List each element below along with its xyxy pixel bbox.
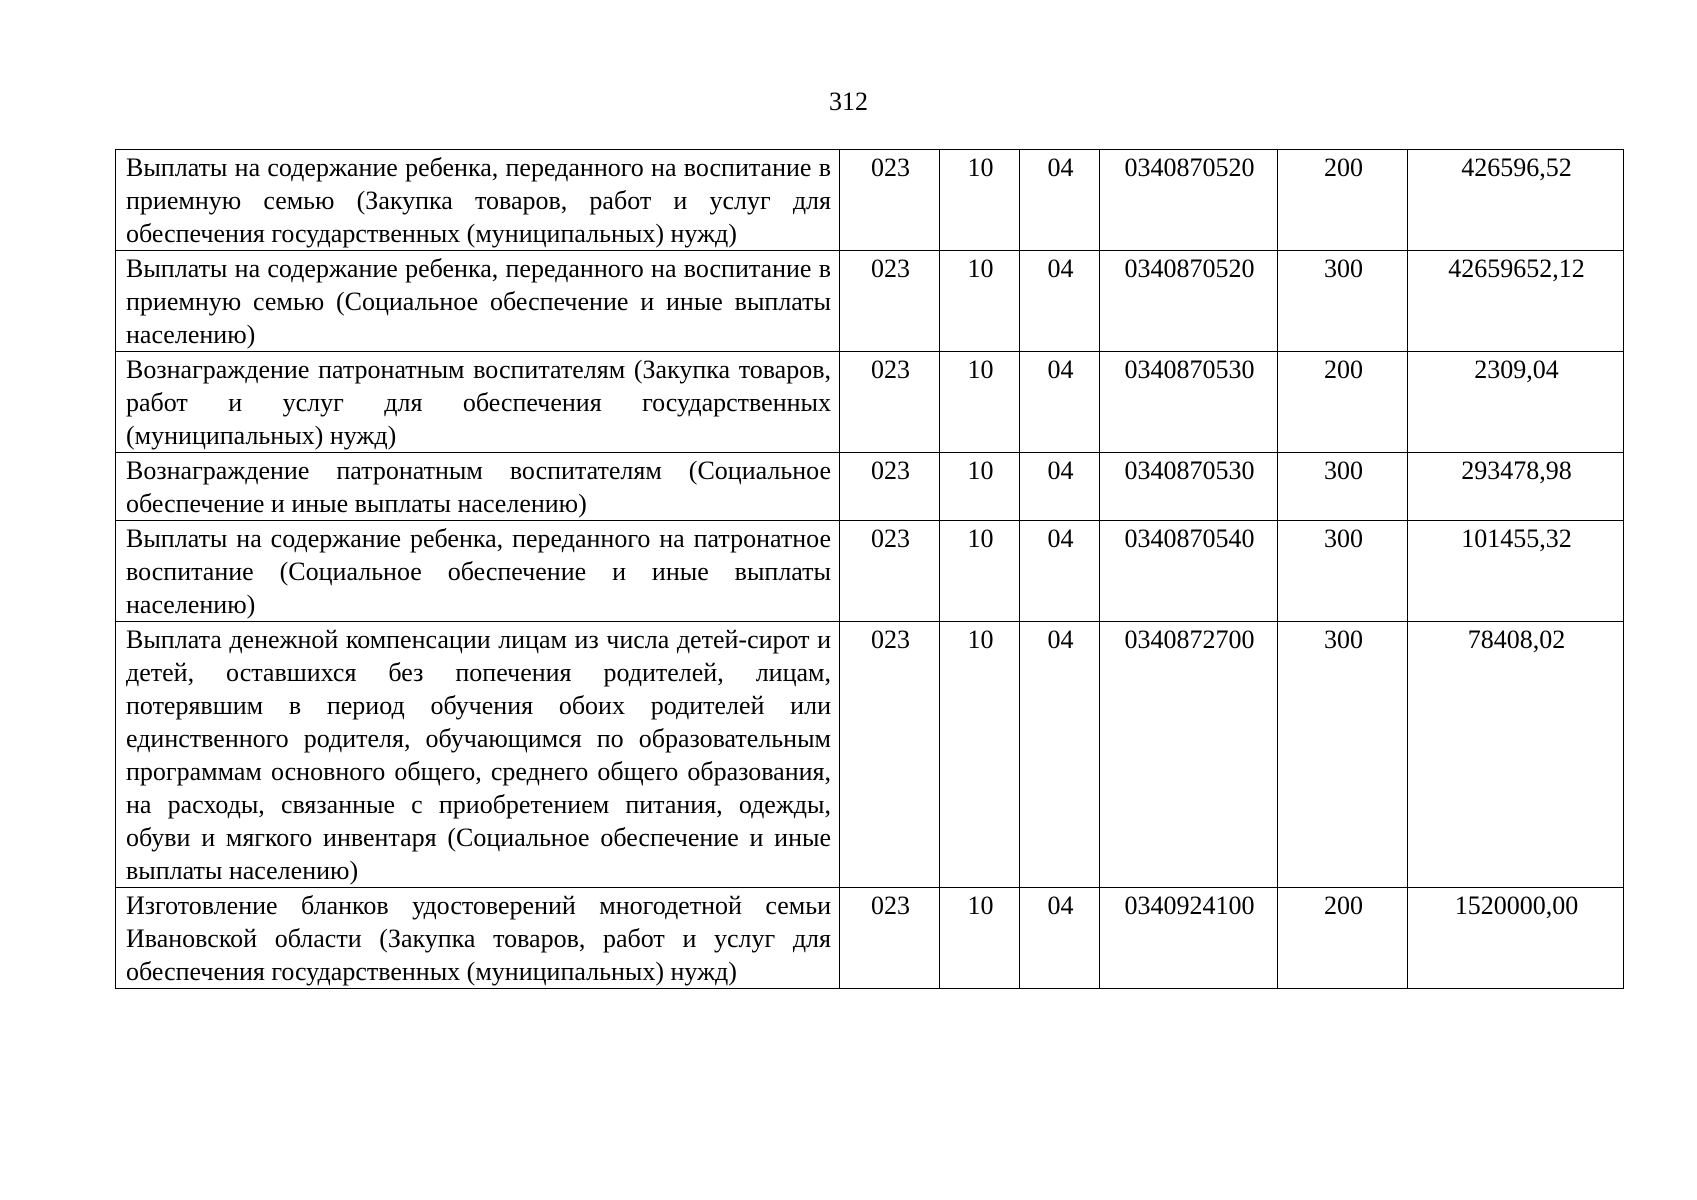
row-vr-code: 200 — [1278, 352, 1408, 453]
row-gr-code: 023 — [840, 251, 940, 352]
row-pr-code: 04 — [1020, 352, 1100, 453]
row-vr-code: 300 — [1278, 521, 1408, 622]
row-gr-code: 023 — [840, 622, 940, 888]
row-description: Выплаты на содержание ребенка, переданного на воспитание в приемную семью (Социальное обеспечение и иные выплаты населению) — [116, 251, 840, 352]
row-vr-code: 300 — [1278, 622, 1408, 888]
row-rz-code: 10 — [940, 150, 1020, 251]
row-pr-code: 04 — [1020, 453, 1100, 521]
row-pr-code: 04 — [1020, 888, 1100, 989]
row-gr-code: 023 — [840, 352, 940, 453]
row-gr-code: 023 — [840, 521, 940, 622]
row-csr-code: 0340924100 — [1100, 888, 1278, 989]
row-description: Вознаграждение патронатным воспитателям (Социальное обеспечение и иные выплаты населению) — [116, 453, 840, 521]
table-row — [116, 888, 1624, 989]
row-description: Выплаты на содержание ребенка, переданного на патронатное воспитание (Социальное обеспечение и иные выплаты населению) — [116, 521, 840, 622]
row-csr-code: 0340872700 — [1100, 622, 1278, 888]
row-rz-code: 10 — [940, 622, 1020, 888]
row-description: Изготовление бланков удостоверений многодетной семьи Ивановской области (Закупка товаров, работ и услуг для обеспечения государственных (муниципальных) нужд) — [116, 888, 840, 989]
row-vr-code: 200 — [1278, 888, 1408, 989]
page-number: 312 — [829, 87, 868, 116]
row-pr-code: 04 — [1020, 150, 1100, 251]
row-pr-code: 04 — [1020, 622, 1100, 888]
row-csr-code: 0340870520 — [1100, 150, 1278, 251]
row-rz-code: 10 — [940, 521, 1020, 622]
row-rz-code: 10 — [940, 352, 1020, 453]
row-rz-code: 10 — [940, 888, 1020, 989]
table-row — [116, 453, 1624, 521]
row-rz-code: 10 — [940, 251, 1020, 352]
table-row — [116, 622, 1624, 888]
table-row — [116, 352, 1624, 453]
row-csr-code: 0340870520 — [1100, 251, 1278, 352]
row-vr-code: 300 — [1278, 453, 1408, 521]
row-vr-code: 300 — [1278, 251, 1408, 352]
row-description: Выплаты на содержание ребенка, переданного на воспитание в приемную семью (Закупка товаров, работ и услуг для обеспечения государственных (муниципальных) нужд) — [116, 150, 840, 251]
row-csr-code: 0340870540 — [1100, 521, 1278, 622]
row-amount: 78408,02 — [1408, 622, 1624, 888]
row-amount: 1520000,00 — [1408, 888, 1624, 989]
row-description: Вознаграждение патронатным воспитателям (Закупка товаров, работ и услуг для обеспечения государственных (муниципальных) нужд) — [116, 352, 840, 453]
row-pr-code: 04 — [1020, 251, 1100, 352]
table-row — [116, 521, 1624, 622]
row-rz-code: 10 — [940, 453, 1020, 521]
row-gr-code: 023 — [840, 150, 940, 251]
row-gr-code: 023 — [840, 453, 940, 521]
budget-table — [115, 149, 1624, 989]
row-pr-code: 04 — [1020, 521, 1100, 622]
row-amount: 293478,98 — [1408, 453, 1624, 521]
table-row — [116, 150, 1624, 251]
row-gr-code: 023 — [840, 888, 940, 989]
row-vr-code: 200 — [1278, 150, 1408, 251]
row-amount: 101455,32 — [1408, 521, 1624, 622]
row-amount: 2309,04 — [1408, 352, 1624, 453]
row-csr-code: 0340870530 — [1100, 453, 1278, 521]
row-csr-code: 0340870530 — [1100, 352, 1278, 453]
table-row — [116, 251, 1624, 352]
row-amount: 426596,52 — [1408, 150, 1624, 251]
row-description: Выплата денежной компенсации лицам из числа детей-сирот и детей, оставшихся без попечения родителей, лицам, потерявшим в период обучения обоих родителей или единственного родителя, обучающимся по образовательным программам основного общего, среднего общего образования, на расходы, связанные с приобретением питания, одежды, обуви и мягкого инвентаря (Социальное обеспечение и иные выплаты населению) — [116, 622, 840, 888]
row-amount: 42659652,12 — [1408, 251, 1624, 352]
